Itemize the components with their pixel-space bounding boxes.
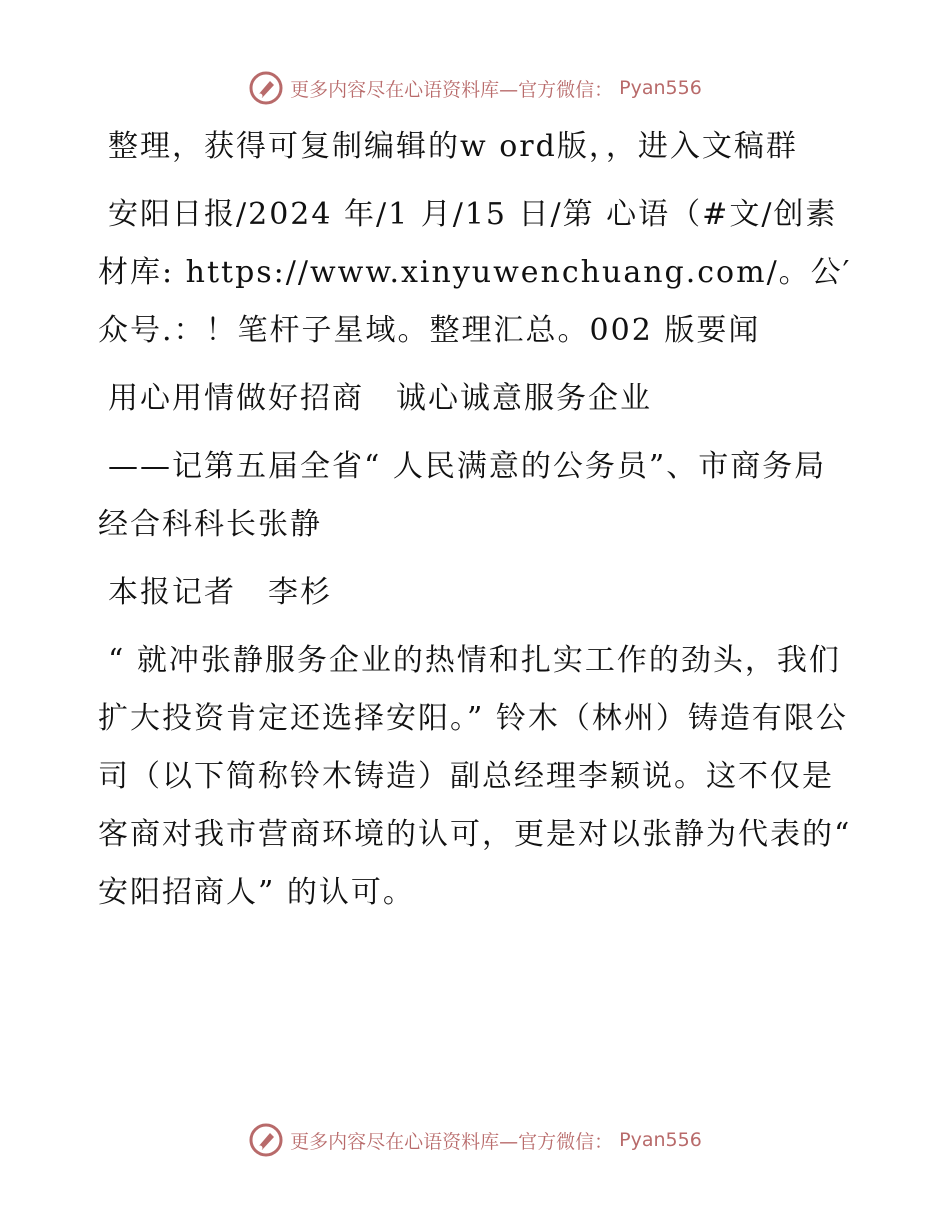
pen-nib-logo-icon	[248, 70, 284, 106]
intro-note: 整理，获得可复制编辑的w ord版，，进入文稿群	[108, 129, 798, 164]
footer-watermark	[0, 1122, 950, 1158]
watermark-contact: Pyan556	[619, 77, 702, 99]
watermark-contact: Pyan556	[619, 1129, 702, 1151]
body-paragraph: “ 就冲张静服务企业的热情和扎实工作的劲头，我们扩大投资肯定还选择安阳。” 铃木（林州）铸造有限公司（以下简称铃木铸造）副总经理李颖说。这不仅是客商对我市营商环境的认可，更是对以张静为代表的“ 安阳招商人” 的认可。	[98, 643, 852, 910]
byline: 本报记者 李杉	[108, 575, 332, 610]
watermark-text: 更多内容尽在心语资料库—官方微信：	[290, 78, 614, 101]
header-watermark	[0, 70, 950, 106]
pen-nib-logo-icon	[248, 1122, 284, 1158]
document-body	[98, 118, 858, 932]
watermark-text: 更多内容尽在心语资料库—官方微信：	[290, 1130, 614, 1153]
article-subtitle: ——记第五届全省“ 人民满意的公务员”、市商务局经合科科长张静	[98, 449, 827, 542]
article-title: 用心用情做好招商 诚心诚意服务企业	[108, 381, 652, 416]
source-line: 安阳日报/2024 年/1 月/15 日/第 心语（#文/创素材库: https://www.xinyuwenchuang.com/。公′众号.：！笔杆子星域。整理汇总。002 版要闻	[98, 197, 852, 348]
